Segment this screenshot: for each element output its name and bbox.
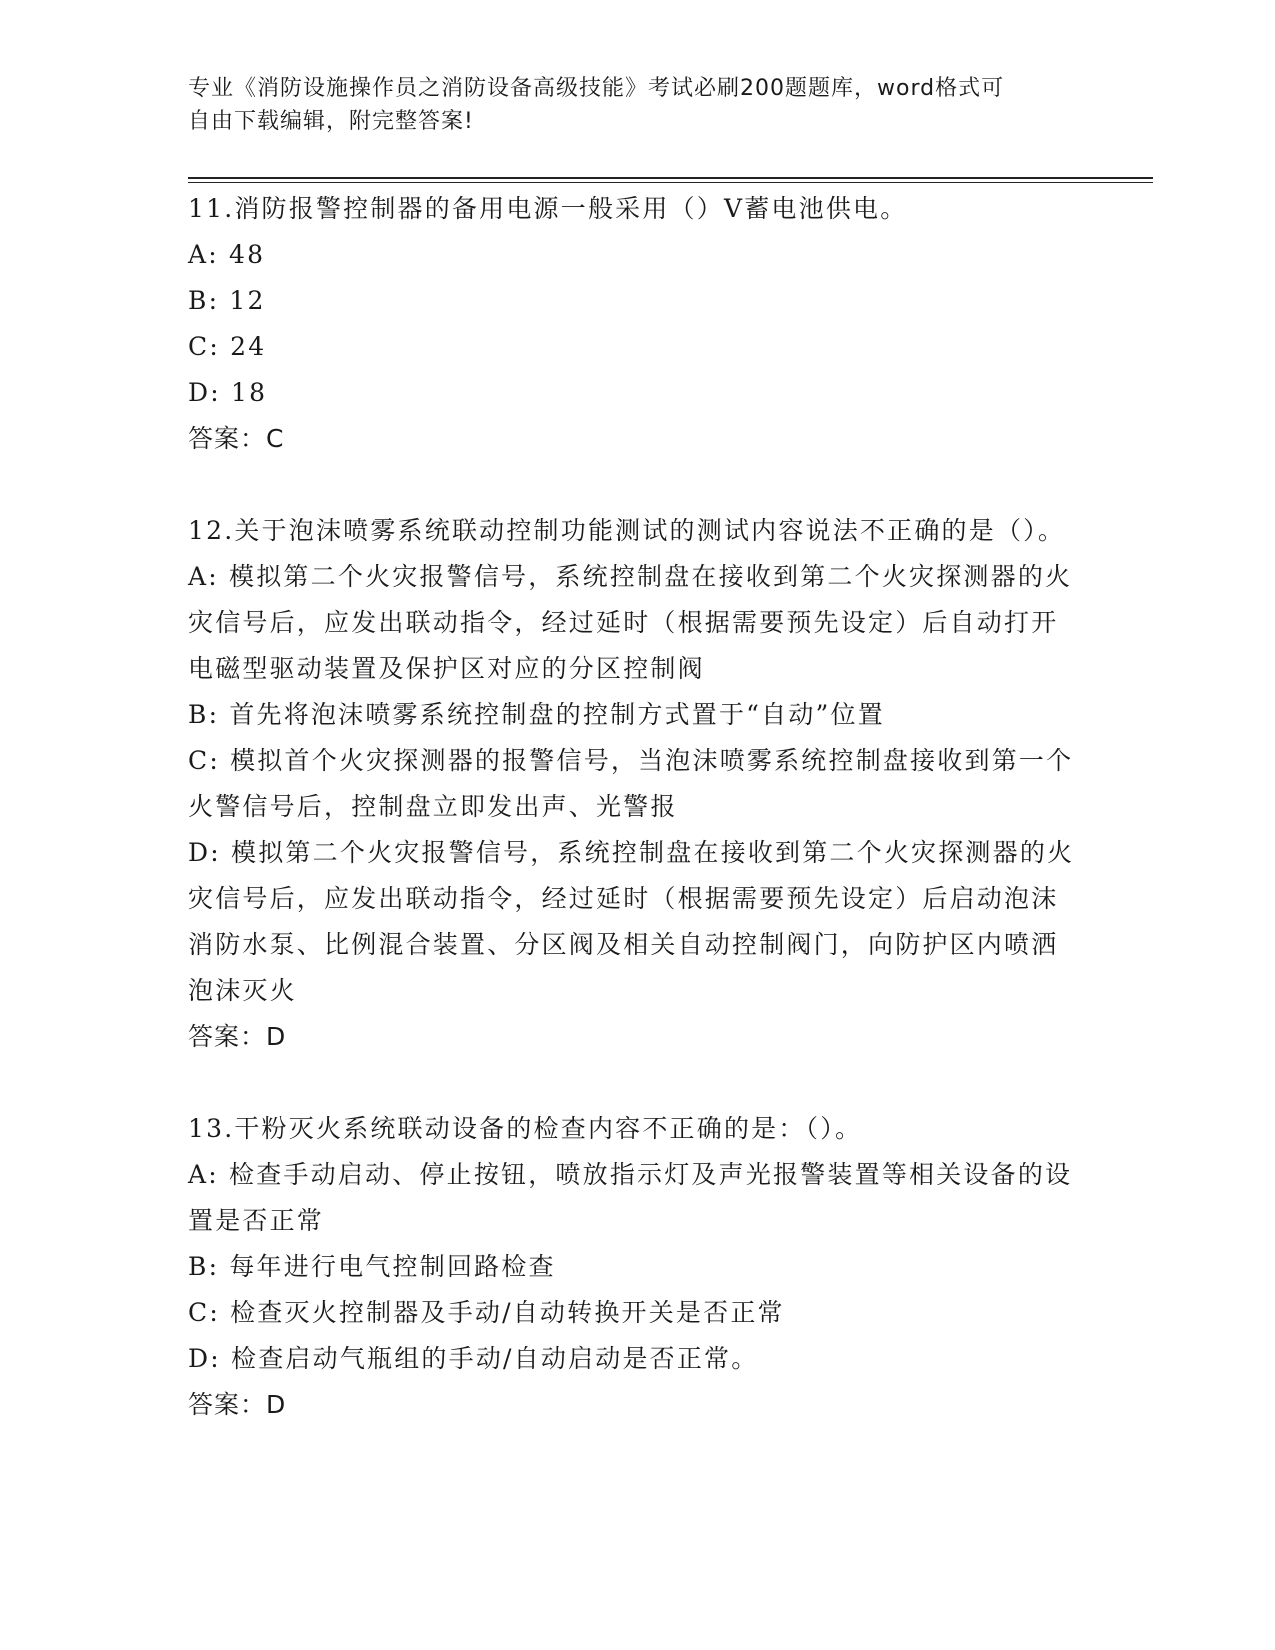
option-a: A: 48 xyxy=(188,240,266,269)
option-c: C: 模拟首个火灾探测器的报警信号，当泡沫喷雾系统控制盘接收到第一个火警信号后，控制盘立即发出声、光警报 xyxy=(188,746,1074,821)
header-rule-thin xyxy=(188,182,1153,183)
option-d: D: 模拟第二个火灾报警信号，系统控制盘在接收到第二个火灾探测器的火灾信号后，应发出联动指令，经过延时（根据需要预先设定）后启动泡沫消防水泵、比例混合装置、分区阀及相关自动控制阀门，向防护区内喷洒泡沫灭火 xyxy=(188,838,1075,1005)
question-list xyxy=(188,186,1078,1428)
option-a: A: 检查手动启动、停止按钮，喷放指示灯及声光报警装置等相关设备的设置是否正常 xyxy=(188,1160,1073,1235)
header-rule-thick xyxy=(188,177,1153,179)
question-stem: 13.干粉灭火系统联动设备的检查内容不正确的是：（）。 xyxy=(188,1114,863,1143)
option-b: B: 首先将泡沫喷雾系统控制盘的控制方式置于“自动”位置 xyxy=(188,700,885,729)
header-line-2: 自由下载编辑，附完整答案! xyxy=(188,109,474,134)
answer: 答案：D xyxy=(188,1022,287,1051)
option-b: B: 12 xyxy=(188,286,266,315)
question-stem: 11.消防报警控制器的备用电源一般采用（）V蓄电池供电。 xyxy=(188,194,908,223)
answer: 答案：D xyxy=(188,1390,287,1419)
option-c: C: 检查灭火控制器及手动/自动转换开关是否正常 xyxy=(188,1298,785,1327)
option-d: D: 检查启动气瓶组的手动/自动启动是否正常。 xyxy=(188,1344,759,1373)
option-b: B: 每年进行电气控制回路检查 xyxy=(188,1252,556,1281)
question-11 xyxy=(188,186,1078,462)
option-a: A: 模拟第二个火灾报警信号，系统控制盘在接收到第二个火灾探测器的火灾信号后，应发出联动指令，经过延时（根据需要预先设定）后自动打开电磁型驱动装置及保护区对应的分区控制阀 xyxy=(188,562,1073,683)
option-c: C: 24 xyxy=(188,332,267,361)
option-d: D: 18 xyxy=(188,378,268,407)
question-stem: 12.关于泡沫喷雾系统联动控制功能测试的测试内容说法不正确的是（）。 xyxy=(188,516,1066,545)
answer: 答案：C xyxy=(188,424,285,453)
question-12 xyxy=(188,508,1078,1060)
question-13 xyxy=(188,1106,1078,1428)
document-header xyxy=(188,72,1068,138)
header-line-1: 专业《消防设施操作员之消防设备高级技能》考试必刷200题题库，word格式可 xyxy=(188,76,1005,101)
